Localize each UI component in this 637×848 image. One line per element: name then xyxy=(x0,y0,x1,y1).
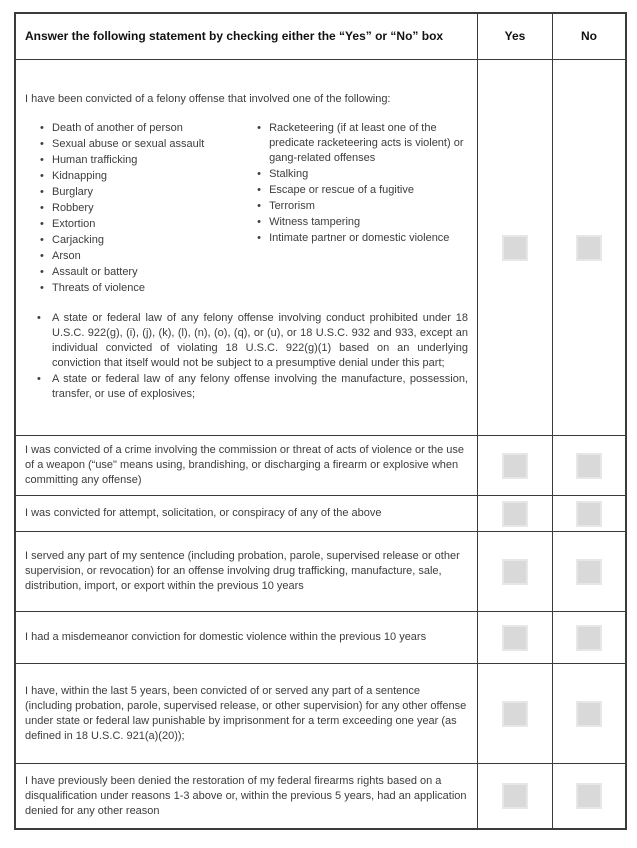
statement-text: I was convicted of a crime involving the commission or threat of acts of violence or the use of a weapon (“use" means using, brandishing, or discharging a firearm or explosive when committing any offense) xyxy=(25,444,464,486)
statement-row-attempt-conspiracy xyxy=(16,496,478,532)
statement-text: I had a misdemeanor conviction for domestic violence within the previous 10 years xyxy=(25,631,427,643)
row-2-no-cell xyxy=(553,436,625,496)
table-header-yes xyxy=(478,14,553,60)
row-6-no-cell xyxy=(553,664,625,764)
row-1-no-cell xyxy=(553,60,625,436)
list-item: • Assault or battery xyxy=(39,265,242,280)
yes-column-label: Yes xyxy=(504,28,526,43)
list-item: • A state or federal law of any felony offense involving the manufacture, possession, transfer, or use of explosives; xyxy=(35,372,468,402)
statement-row-prior-denial xyxy=(16,764,478,828)
row-5-yes-cell xyxy=(478,612,553,664)
table-header-statement xyxy=(16,14,478,60)
row-3-yes-cell xyxy=(478,496,553,532)
row-3-yes-checkbox[interactable] xyxy=(502,501,528,527)
row-1-yes-cell xyxy=(478,60,553,436)
row-2-yes-cell xyxy=(478,436,553,496)
row-2-yes-checkbox[interactable] xyxy=(502,453,528,479)
list-item: • Sexual abuse or sexual assault xyxy=(39,137,242,152)
list-item: • Terrorism xyxy=(256,199,468,214)
felony-intro-text: I have been convicted of a felony offense that involved one of the following: xyxy=(25,93,391,105)
list-item: • Death of another of person xyxy=(39,121,242,136)
list-item: • A state or federal law of any felony offense involving conduct prohibited under 18 U.S.C. 922(g), (i), (j), (k), (l), (n), (o), (q), or (u), or 18 U.S.C. 932 and 933, except an individual convicted of violating 18 U.S.C. 922(g)(1) based on an underlying conviction that itself would not be subject to a presumptive denial under this part; xyxy=(35,311,468,371)
list-item: • Robbery xyxy=(39,201,242,216)
list-item: • Carjacking xyxy=(39,233,242,248)
row-5-yes-checkbox[interactable] xyxy=(502,625,528,651)
statement-text: I have, within the last 5 years, been convicted of or served any part of a sentence (including probation, parole, supervised release, or other supervision) for any other offense under state or federal law punishable by imprisonment for a term exceeding one year (as defined in 18 U.S.C. 921(a)(20)); xyxy=(25,684,467,742)
statement-row-violence-weapon xyxy=(16,436,478,496)
row-2-no-checkbox[interactable] xyxy=(576,453,602,479)
row-7-yes-cell xyxy=(478,764,553,828)
statement-text: I have previously been denied the restoration of my federal firearms rights based on a disqualification under reasons 1-3 above or, within the previous 5 years, had an application denied for any other reason xyxy=(25,774,467,817)
statement-row-five-years-offense xyxy=(16,664,478,764)
row-1-yes-checkbox[interactable] xyxy=(502,235,528,261)
row-6-yes-checkbox[interactable] xyxy=(502,701,528,727)
statement-row-drug-sentence xyxy=(16,532,478,612)
list-item: • Kidnapping xyxy=(39,169,242,184)
row-4-yes-cell xyxy=(478,532,553,612)
table-header-no xyxy=(553,14,625,60)
list-item: • Witness tampering xyxy=(256,215,468,230)
statement-text: I served any part of my sentence (including probation, parole, supervised release or other supervision, or revocation) for an offense involving drug trafficking, manufacture, sale, distribution, import, or export within the previous 10 years xyxy=(25,550,460,592)
row-7-yes-checkbox[interactable] xyxy=(502,783,528,809)
felony-bullet-columns xyxy=(25,121,468,297)
row-3-no-checkbox[interactable] xyxy=(576,501,602,527)
felony-list-right xyxy=(242,121,468,297)
row-3-no-cell xyxy=(553,496,625,532)
row-7-no-cell xyxy=(553,764,625,828)
list-item: • Escape or rescue of a fugitive xyxy=(256,183,468,198)
list-item: • Racketeering (if at least one of the predicate racketeering acts is violent) or gang-related offenses xyxy=(256,121,468,166)
questionnaire-table xyxy=(14,12,627,830)
felony-statute-list xyxy=(25,311,468,403)
statement-text: I was convicted for attempt, solicitation, or conspiracy of any of the above xyxy=(25,507,382,519)
list-item: • Arson xyxy=(39,249,242,264)
row-4-no-checkbox[interactable] xyxy=(576,559,602,585)
list-item: • Threats of violence xyxy=(39,281,242,296)
list-item: • Burglary xyxy=(39,185,242,200)
row-4-yes-checkbox[interactable] xyxy=(502,559,528,585)
list-item: • Human trafficking xyxy=(39,153,242,168)
row-1-no-checkbox[interactable] xyxy=(576,235,602,261)
felony-list-left xyxy=(25,121,242,297)
list-item: • Intimate partner or domestic violence xyxy=(256,231,468,246)
no-column-label: No xyxy=(581,28,597,43)
list-item: • Stalking xyxy=(256,167,468,182)
statement-row-felony-offense xyxy=(16,60,478,436)
row-6-no-checkbox[interactable] xyxy=(576,701,602,727)
table-header-statement-label: Answer the following statement by checking either the “Yes” or “No” box xyxy=(25,28,444,43)
statement-row-misdemeanor-dv xyxy=(16,612,478,664)
list-item: • Extortion xyxy=(39,217,242,232)
row-6-yes-cell xyxy=(478,664,553,764)
row-5-no-checkbox[interactable] xyxy=(576,625,602,651)
row-5-no-cell xyxy=(553,612,625,664)
row-7-no-checkbox[interactable] xyxy=(576,783,602,809)
row-4-no-cell xyxy=(553,532,625,612)
